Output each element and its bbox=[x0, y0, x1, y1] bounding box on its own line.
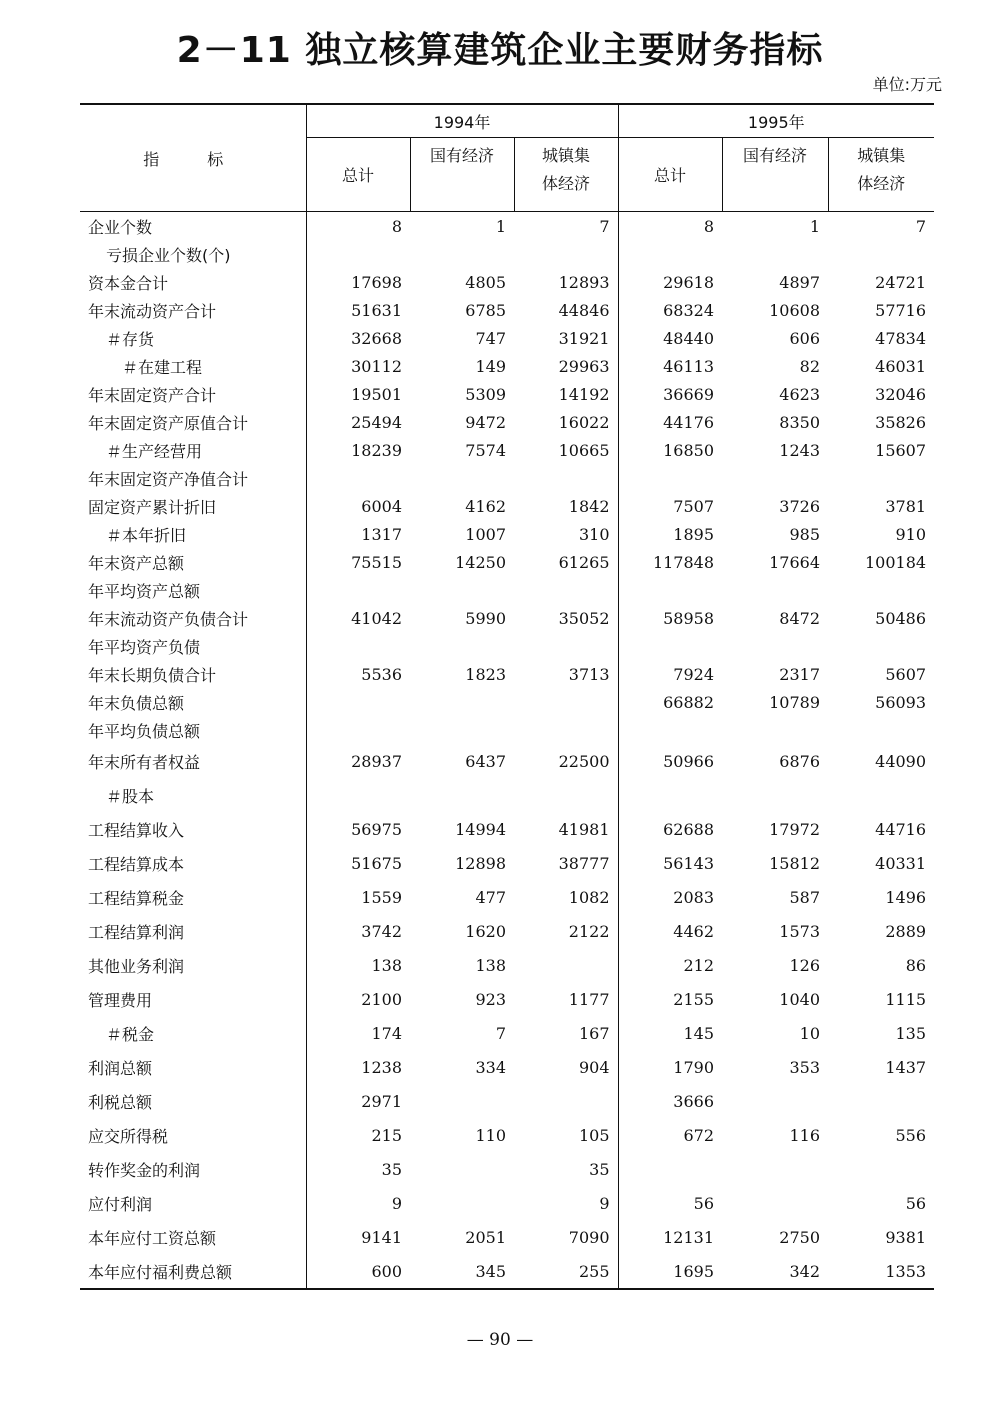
table-row bbox=[80, 352, 934, 380]
value-cell: 32046 bbox=[875, 384, 927, 404]
row-label: ＃存货 bbox=[80, 324, 306, 352]
value-cell: 477 bbox=[475, 887, 506, 907]
col-collective-line2: 体经济 bbox=[542, 174, 591, 193]
table-row bbox=[80, 520, 934, 548]
table-row bbox=[80, 716, 934, 744]
value-cell: 1317 bbox=[361, 524, 402, 544]
col-collective-line1: 城镇集 bbox=[857, 146, 906, 165]
value-cell bbox=[306, 688, 410, 716]
value-cell: 44176 bbox=[618, 408, 722, 436]
value-cell: 47834 bbox=[875, 328, 927, 348]
value-cell bbox=[410, 1084, 514, 1118]
value-cell: 19501 bbox=[351, 384, 402, 404]
value-cell bbox=[828, 464, 934, 492]
value-cell: 9472 bbox=[465, 412, 506, 432]
indicator-header: 指标 bbox=[80, 104, 306, 212]
value-cell: 587 bbox=[789, 887, 821, 907]
value-cell: 7 bbox=[599, 216, 610, 236]
value-cell: 68324 bbox=[618, 296, 722, 324]
value-cell bbox=[722, 464, 828, 492]
row-label: 资本金合计 bbox=[80, 268, 306, 296]
row-label: 工程结算成本 bbox=[80, 846, 306, 880]
value-cell: 10789 bbox=[769, 692, 821, 712]
col-collective-line1: 城镇集 bbox=[542, 146, 591, 165]
value-cell bbox=[514, 632, 618, 660]
col-total-1994: 总计 bbox=[306, 138, 410, 212]
value-cell: 985 bbox=[789, 524, 821, 544]
value-cell: 44716 bbox=[875, 819, 927, 839]
value-cell: 606 bbox=[789, 328, 821, 348]
value-cell: 212 bbox=[618, 948, 722, 982]
value-cell: 1040 bbox=[779, 989, 821, 1009]
value-cell: 44846 bbox=[558, 300, 610, 320]
value-cell: 167 bbox=[578, 1023, 610, 1043]
value-cell: 2122 bbox=[568, 921, 610, 941]
table-row bbox=[80, 914, 934, 948]
value-cell bbox=[410, 1152, 514, 1186]
value-cell bbox=[828, 716, 934, 744]
value-cell: 135 bbox=[895, 1023, 927, 1043]
value-cell: 117848 bbox=[618, 548, 722, 576]
value-cell: 5607 bbox=[885, 664, 927, 684]
value-cell: 1177 bbox=[568, 989, 610, 1009]
row-label: 年末固定资产净值合计 bbox=[80, 464, 306, 492]
value-cell: 50486 bbox=[875, 608, 927, 628]
table-row bbox=[80, 324, 934, 352]
value-cell: 17972 bbox=[769, 819, 821, 839]
table-row bbox=[80, 268, 934, 296]
value-cell: 1842 bbox=[568, 496, 610, 516]
row-label: 工程结算利润 bbox=[80, 914, 306, 948]
value-cell: 36669 bbox=[618, 380, 722, 408]
value-cell: 174 bbox=[371, 1023, 402, 1043]
value-cell: 126 bbox=[789, 955, 821, 975]
value-cell: 15812 bbox=[769, 853, 821, 873]
value-cell: 32668 bbox=[351, 328, 402, 348]
table-row bbox=[80, 240, 934, 268]
table-row bbox=[80, 408, 934, 436]
table-row bbox=[80, 880, 934, 914]
financial-indicators-table bbox=[80, 103, 934, 1290]
value-cell bbox=[514, 716, 618, 744]
table-row bbox=[80, 1254, 934, 1289]
value-cell bbox=[410, 240, 514, 268]
value-cell: 10608 bbox=[769, 300, 821, 320]
value-cell: 29618 bbox=[618, 268, 722, 296]
row-label: 企业个数 bbox=[80, 212, 306, 241]
row-label: 年末固定资产原值合计 bbox=[80, 408, 306, 436]
page-title: 2－11 独立核算建筑企业主要财务指标 bbox=[176, 30, 824, 71]
value-cell: 9 bbox=[391, 1193, 402, 1213]
row-label: 本年应付工资总额 bbox=[80, 1220, 306, 1254]
value-cell: 6785 bbox=[465, 300, 506, 320]
value-cell: 9 bbox=[599, 1193, 610, 1213]
value-cell: 8 bbox=[391, 216, 402, 236]
value-cell: 600 bbox=[306, 1254, 410, 1289]
table-row bbox=[80, 492, 934, 520]
value-cell: 342 bbox=[722, 1254, 828, 1289]
value-cell: 50966 bbox=[618, 744, 722, 778]
value-cell bbox=[722, 778, 828, 812]
value-cell: 10 bbox=[799, 1023, 821, 1043]
value-cell: 9381 bbox=[885, 1227, 927, 1247]
value-cell bbox=[514, 576, 618, 604]
value-cell bbox=[514, 240, 618, 268]
value-cell: 35 bbox=[589, 1159, 610, 1179]
table-row bbox=[80, 296, 934, 324]
value-cell bbox=[828, 1084, 934, 1118]
value-cell: 1496 bbox=[885, 887, 927, 907]
value-cell: 46113 bbox=[618, 352, 722, 380]
value-cell: 5990 bbox=[465, 608, 506, 628]
value-cell: 51631 bbox=[351, 300, 402, 320]
value-cell: 145 bbox=[618, 1016, 722, 1050]
value-cell bbox=[410, 576, 514, 604]
value-cell: 17698 bbox=[351, 272, 402, 292]
value-cell: 6437 bbox=[465, 751, 506, 771]
value-cell: 8 bbox=[618, 212, 722, 241]
value-cell bbox=[410, 632, 514, 660]
value-cell: 56 bbox=[618, 1186, 722, 1220]
table-body bbox=[80, 212, 934, 1290]
value-cell: 3666 bbox=[618, 1084, 722, 1118]
table-row bbox=[80, 1016, 934, 1050]
table-row bbox=[80, 778, 934, 812]
value-cell bbox=[410, 464, 514, 492]
value-cell bbox=[618, 240, 722, 268]
value-cell: 1437 bbox=[885, 1057, 927, 1077]
value-cell bbox=[618, 464, 722, 492]
table-row bbox=[80, 576, 934, 604]
table-row bbox=[80, 632, 934, 660]
row-label: ＃在建工程 bbox=[80, 352, 306, 380]
table-row bbox=[80, 744, 934, 778]
value-cell bbox=[306, 576, 410, 604]
value-cell: 56143 bbox=[618, 846, 722, 880]
value-cell: 51675 bbox=[351, 853, 402, 873]
value-cell: 215 bbox=[371, 1125, 402, 1145]
value-cell bbox=[722, 576, 828, 604]
value-cell: 25494 bbox=[351, 412, 402, 432]
value-cell: 4897 bbox=[779, 272, 821, 292]
value-cell: 110 bbox=[475, 1125, 506, 1145]
value-cell: 149 bbox=[475, 356, 506, 376]
value-cell: 24721 bbox=[875, 272, 927, 292]
table-row bbox=[80, 846, 934, 880]
row-label: ＃本年折旧 bbox=[80, 520, 306, 548]
row-label: 年末流动资产负债合计 bbox=[80, 604, 306, 632]
value-cell bbox=[722, 1084, 828, 1118]
value-cell bbox=[306, 716, 410, 744]
value-cell: 1559 bbox=[361, 887, 402, 907]
value-cell: 1895 bbox=[618, 520, 722, 548]
value-cell bbox=[828, 1152, 934, 1186]
value-cell bbox=[514, 1084, 618, 1118]
value-cell: 61265 bbox=[558, 552, 610, 572]
row-label: 年末所有者权益 bbox=[80, 744, 306, 778]
value-cell bbox=[306, 632, 410, 660]
value-cell: 41981 bbox=[558, 819, 610, 839]
year-header-1994: 1994年 bbox=[306, 104, 618, 138]
value-cell: 1573 bbox=[779, 921, 821, 941]
table-row bbox=[80, 660, 934, 688]
value-cell bbox=[410, 688, 514, 716]
value-cell bbox=[722, 1152, 828, 1186]
row-label: ＃税金 bbox=[80, 1016, 306, 1050]
value-cell: 44090 bbox=[875, 751, 927, 771]
value-cell bbox=[410, 778, 514, 812]
row-label: 年末固定资产合计 bbox=[80, 380, 306, 408]
value-cell bbox=[828, 240, 934, 268]
value-cell: 35 bbox=[381, 1159, 402, 1179]
row-label: 年末流动资产合计 bbox=[80, 296, 306, 324]
value-cell: 7574 bbox=[465, 440, 506, 460]
value-cell: 8350 bbox=[779, 412, 821, 432]
value-cell: 8472 bbox=[779, 608, 821, 628]
value-cell: 31921 bbox=[558, 328, 610, 348]
value-cell: 4805 bbox=[465, 272, 506, 292]
value-cell: 100184 bbox=[864, 552, 927, 572]
value-cell: 2100 bbox=[361, 989, 402, 1009]
value-cell: 1 bbox=[495, 216, 506, 236]
row-label: 年平均资产总额 bbox=[80, 576, 306, 604]
value-cell bbox=[722, 1186, 828, 1220]
value-cell: 6004 bbox=[361, 496, 402, 516]
table-row bbox=[80, 1050, 934, 1084]
value-cell: 1620 bbox=[465, 921, 506, 941]
row-label: 本年应付福利费总额 bbox=[80, 1254, 306, 1289]
value-cell: 35052 bbox=[558, 608, 610, 628]
value-cell: 1007 bbox=[465, 524, 506, 544]
row-label: 管理费用 bbox=[80, 982, 306, 1016]
row-label: 年末长期负债合计 bbox=[80, 660, 306, 688]
value-cell bbox=[722, 716, 828, 744]
value-cell bbox=[306, 778, 410, 812]
value-cell: 334 bbox=[475, 1057, 506, 1077]
value-cell: 2317 bbox=[779, 664, 821, 684]
value-cell: 66882 bbox=[618, 688, 722, 716]
value-cell: 46031 bbox=[875, 356, 927, 376]
value-cell: 116 bbox=[789, 1125, 821, 1145]
value-cell bbox=[618, 778, 722, 812]
value-cell: 255 bbox=[514, 1254, 618, 1289]
value-cell: 35826 bbox=[875, 412, 927, 432]
value-cell: 58958 bbox=[618, 604, 722, 632]
year-header-1995: 1995年 bbox=[618, 104, 934, 138]
unit-label: 单位:万元 bbox=[872, 75, 942, 94]
value-cell: 12898 bbox=[455, 853, 506, 873]
value-cell bbox=[514, 778, 618, 812]
value-cell: 41042 bbox=[351, 608, 402, 628]
value-cell: 4623 bbox=[779, 384, 821, 404]
value-cell: 1238 bbox=[361, 1057, 402, 1077]
value-cell: 56 bbox=[905, 1193, 927, 1213]
value-cell bbox=[618, 716, 722, 744]
value-cell: 1243 bbox=[779, 440, 821, 460]
value-cell bbox=[514, 948, 618, 982]
table-row bbox=[80, 1220, 934, 1254]
table-row bbox=[80, 1186, 934, 1220]
value-cell: 9141 bbox=[361, 1227, 402, 1247]
value-cell: 56975 bbox=[351, 819, 402, 839]
value-cell bbox=[828, 778, 934, 812]
row-label: 年末负债总额 bbox=[80, 688, 306, 716]
table-row bbox=[80, 436, 934, 464]
row-label: 应交所得税 bbox=[80, 1118, 306, 1152]
value-cell: 4162 bbox=[465, 496, 506, 516]
value-cell: 5536 bbox=[361, 664, 402, 684]
col-total-1995: 总计 bbox=[618, 138, 722, 212]
value-cell bbox=[306, 464, 410, 492]
value-cell: 353 bbox=[789, 1057, 821, 1077]
row-label: 转作奖金的利润 bbox=[80, 1152, 306, 1186]
value-cell: 1353 bbox=[828, 1254, 934, 1289]
col-state-1994: 国有经济 bbox=[410, 138, 514, 212]
value-cell: 38777 bbox=[558, 853, 610, 873]
value-cell: 1 bbox=[809, 216, 821, 236]
row-label: 工程结算收入 bbox=[80, 812, 306, 846]
value-cell: 40331 bbox=[875, 853, 927, 873]
value-cell: 14250 bbox=[455, 552, 506, 572]
value-cell: 7 bbox=[915, 216, 927, 236]
value-cell bbox=[410, 716, 514, 744]
value-cell: 2083 bbox=[618, 880, 722, 914]
value-cell: 2971 bbox=[361, 1091, 402, 1111]
value-cell: 747 bbox=[475, 328, 506, 348]
value-cell: 14192 bbox=[558, 384, 610, 404]
value-cell: 16850 bbox=[618, 436, 722, 464]
value-cell: 29963 bbox=[558, 356, 610, 376]
value-cell: 16022 bbox=[558, 412, 610, 432]
value-cell: 7924 bbox=[618, 660, 722, 688]
table-row bbox=[80, 212, 934, 241]
table-row bbox=[80, 812, 934, 846]
row-label: 年末资产总额 bbox=[80, 548, 306, 576]
value-cell: 2750 bbox=[779, 1227, 821, 1247]
row-label: 亏损企业个数(个) bbox=[80, 240, 306, 268]
value-cell bbox=[618, 576, 722, 604]
value-cell: 18239 bbox=[351, 440, 402, 460]
value-cell bbox=[828, 576, 934, 604]
value-cell: 12893 bbox=[558, 272, 610, 292]
value-cell: 923 bbox=[475, 989, 506, 1009]
value-cell: 17664 bbox=[769, 552, 821, 572]
value-cell: 138 bbox=[371, 955, 402, 975]
value-cell bbox=[514, 464, 618, 492]
value-cell: 672 bbox=[618, 1118, 722, 1152]
value-cell: 2051 bbox=[465, 1227, 506, 1247]
value-cell bbox=[514, 688, 618, 716]
page-number: — 90 — bbox=[466, 1330, 534, 1350]
value-cell: 3726 bbox=[779, 496, 821, 516]
value-cell: 1695 bbox=[618, 1254, 722, 1289]
row-label: 工程结算税金 bbox=[80, 880, 306, 914]
value-cell: 12131 bbox=[618, 1220, 722, 1254]
row-label: ＃生产经营用 bbox=[80, 436, 306, 464]
value-cell: 7507 bbox=[618, 492, 722, 520]
row-label: 应付利润 bbox=[80, 1186, 306, 1220]
row-label: 利税总额 bbox=[80, 1084, 306, 1118]
col-state-1995: 国有经济 bbox=[722, 138, 828, 212]
value-cell bbox=[410, 1186, 514, 1220]
value-cell: 910 bbox=[895, 524, 927, 544]
table-row bbox=[80, 1084, 934, 1118]
value-cell: 14994 bbox=[455, 819, 506, 839]
value-cell: 48440 bbox=[618, 324, 722, 352]
row-label: 固定资产累计折旧 bbox=[80, 492, 306, 520]
table-row bbox=[80, 548, 934, 576]
table-row bbox=[80, 604, 934, 632]
table-row bbox=[80, 464, 934, 492]
value-cell: 5309 bbox=[465, 384, 506, 404]
value-cell: 1790 bbox=[618, 1050, 722, 1084]
value-cell bbox=[306, 240, 410, 268]
value-cell bbox=[618, 632, 722, 660]
row-label: 年平均资产负债 bbox=[80, 632, 306, 660]
value-cell: 62688 bbox=[618, 812, 722, 846]
col-collective-1994 bbox=[514, 138, 618, 212]
table-row bbox=[80, 688, 934, 716]
table-row bbox=[80, 948, 934, 982]
row-label: 其他业务利润 bbox=[80, 948, 306, 982]
value-cell: 2889 bbox=[885, 921, 927, 941]
value-cell bbox=[722, 632, 828, 660]
row-label: 利润总额 bbox=[80, 1050, 306, 1084]
value-cell: 22500 bbox=[558, 751, 610, 771]
row-label: 年平均负债总额 bbox=[80, 716, 306, 744]
value-cell: 904 bbox=[578, 1057, 610, 1077]
value-cell: 3781 bbox=[885, 496, 927, 516]
value-cell bbox=[618, 1152, 722, 1186]
value-cell: 1115 bbox=[885, 989, 927, 1009]
table-row bbox=[80, 380, 934, 408]
value-cell: 30112 bbox=[351, 356, 402, 376]
value-cell: 56093 bbox=[875, 692, 927, 712]
value-cell: 10665 bbox=[558, 440, 610, 460]
value-cell: 15607 bbox=[875, 440, 927, 460]
value-cell: 3713 bbox=[568, 664, 610, 684]
value-cell: 138 bbox=[475, 955, 506, 975]
value-cell: 345 bbox=[410, 1254, 514, 1289]
value-cell: 7 bbox=[495, 1023, 506, 1043]
value-cell: 3742 bbox=[361, 921, 402, 941]
row-label: ＃股本 bbox=[80, 778, 306, 812]
value-cell: 1082 bbox=[568, 887, 610, 907]
value-cell: 105 bbox=[578, 1125, 610, 1145]
value-cell: 1823 bbox=[465, 664, 506, 684]
value-cell: 75515 bbox=[351, 552, 402, 572]
value-cell: 7090 bbox=[568, 1227, 610, 1247]
col-collective-1995 bbox=[828, 138, 934, 212]
value-cell: 4462 bbox=[618, 914, 722, 948]
value-cell: 2155 bbox=[618, 982, 722, 1016]
value-cell bbox=[722, 240, 828, 268]
value-cell: 28937 bbox=[351, 751, 402, 771]
value-cell: 6876 bbox=[779, 751, 821, 771]
table-row bbox=[80, 1118, 934, 1152]
value-cell: 310 bbox=[578, 524, 610, 544]
value-cell: 57716 bbox=[875, 300, 927, 320]
value-cell: 82 bbox=[799, 356, 821, 376]
value-cell: 86 bbox=[905, 955, 927, 975]
table-row bbox=[80, 1152, 934, 1186]
col-collective-line2: 体经济 bbox=[857, 174, 906, 193]
value-cell bbox=[828, 632, 934, 660]
value-cell: 556 bbox=[895, 1125, 927, 1145]
table-row bbox=[80, 982, 934, 1016]
